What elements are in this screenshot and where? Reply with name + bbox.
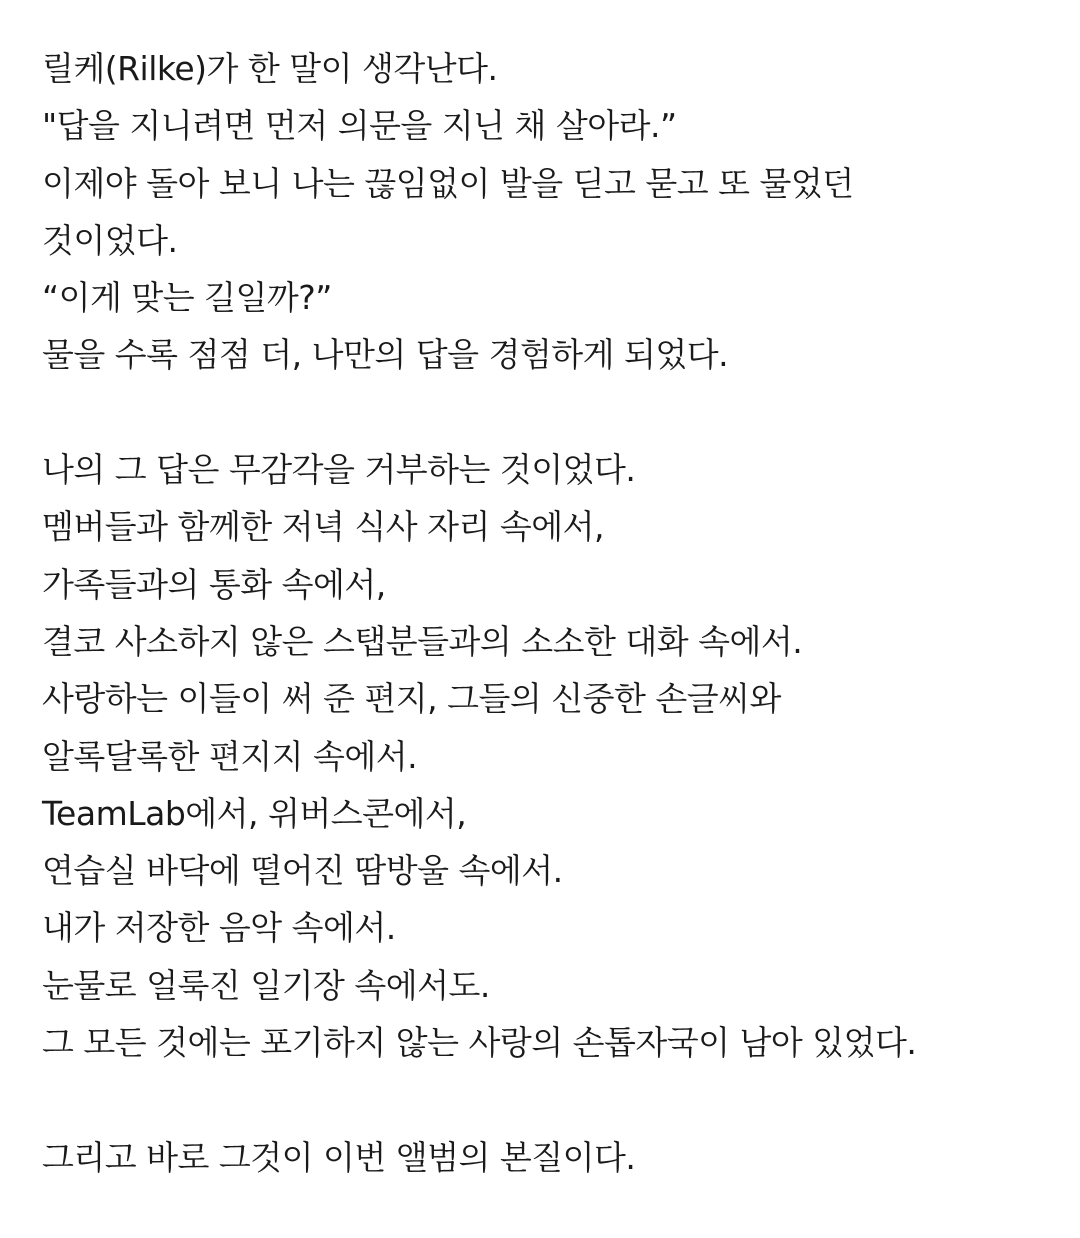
text-line: 알록달록한 편지지 속에서. — [42, 736, 418, 776]
text-line: 나의 그 답은 무감각을 거부하는 것이었다. — [42, 450, 636, 490]
text-line: "답을 지니려면 먼저 의문을 지닌 채 살아라.” — [42, 106, 677, 146]
text-line: TeamLab에서, 위버스콘에서, — [42, 793, 467, 833]
paragraph-spacer — [42, 1071, 1052, 1128]
paragraph-spacer — [42, 384, 1052, 441]
text-line: 그리고 바로 그것이 이번 앨범의 본질이다. — [42, 1137, 636, 1177]
text-line: 연습실 바닥에 떨어진 땀방울 속에서. — [42, 851, 563, 891]
text-line: 릴케(Rilke)가 한 말이 생각난다. — [42, 49, 498, 88]
text-line: 결코 사소하지 않은 스탭분들과의 소소한 대화 속에서. — [42, 621, 803, 661]
paragraph-1 — [42, 40, 1052, 384]
text-line: 사랑하는 이들이 써 준 편지, 그들의 신중한 손글씨와 — [42, 679, 781, 719]
document-body — [42, 40, 1052, 1186]
text-line: 그 모든 것에는 포기하지 않는 사랑의 손톱자국이 남아 있었다. — [42, 1023, 917, 1063]
text-line: “이게 맞는 길일까?” — [42, 278, 332, 318]
text-line: 멤버들과 함께한 저녁 식사 자리 속에서, — [42, 507, 604, 547]
text-line: 것이었다. — [42, 220, 178, 260]
text-line: 가족들과의 통화 속에서, — [42, 564, 386, 604]
paragraph-2 — [42, 441, 1052, 1071]
text-line: 이제야 돌아 보니 나는 끊임없이 발을 딛고 묻고 또 물었던 — [42, 163, 854, 203]
text-line: 내가 저장한 음악 속에서. — [42, 908, 396, 948]
text-line: 눈물로 얼룩진 일기장 속에서도. — [42, 965, 490, 1005]
paragraph-3 — [42, 1129, 1052, 1186]
text-line: 물을 수록 점점 더, 나만의 답을 경험하게 되었다. — [42, 335, 729, 375]
